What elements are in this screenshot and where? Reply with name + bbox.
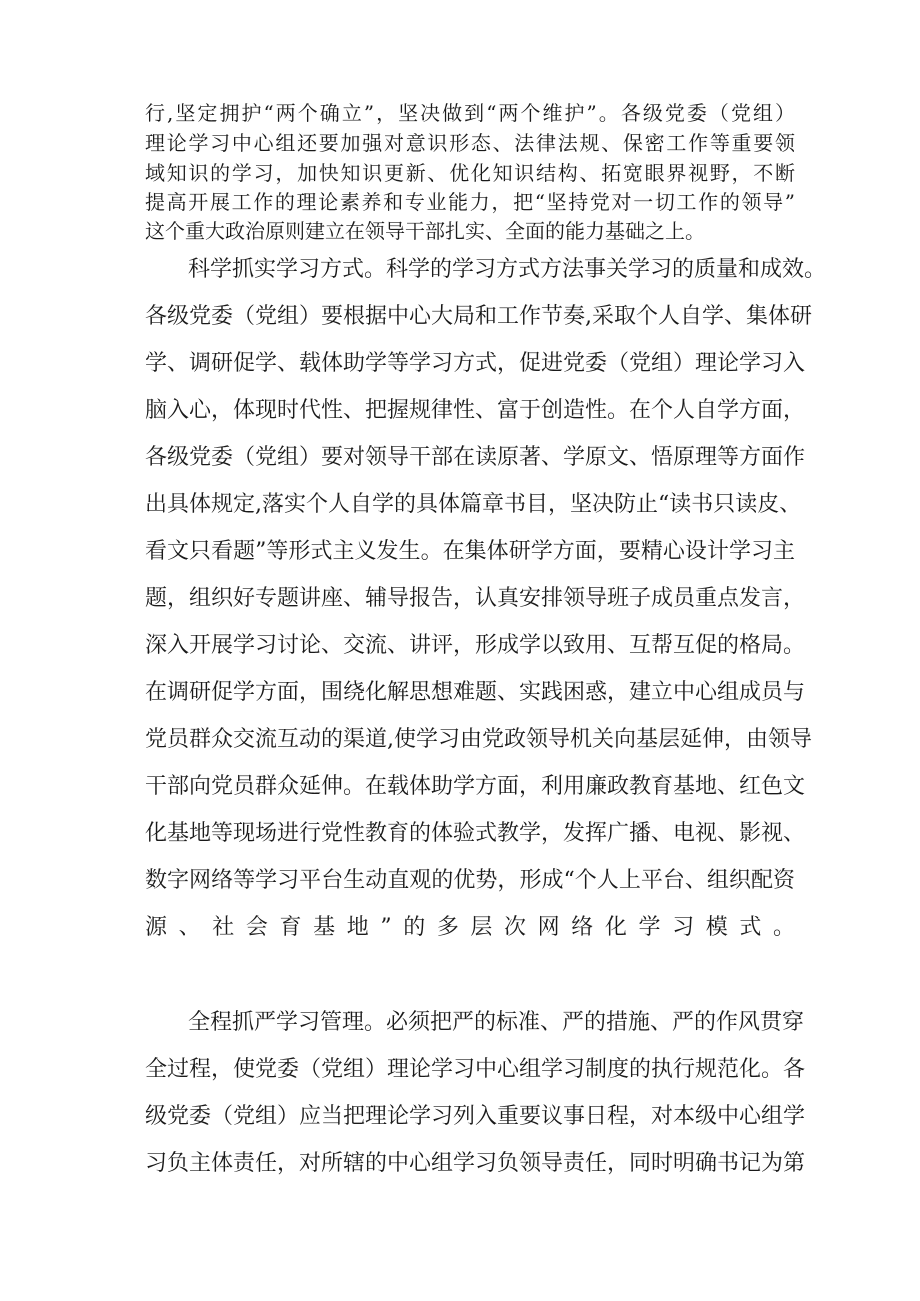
text-line: 域知识的学习，加快知识更新、优化知识结构、拓宽眼界视野，不断 bbox=[145, 161, 795, 185]
paragraph-heading-line: 全程抓严学习管理。必须把严的标准、严的措施、严的作风贯穿 bbox=[188, 1010, 805, 1035]
text-line: 数字网络等学习平台生动直观的优势，形成“个人上平台、组织配资 bbox=[145, 868, 795, 893]
text-line: 理论学习中心组还要加强对意识形态、法律法规、保密工作等重要领 bbox=[145, 131, 795, 155]
text-line: 全过程，使党委（党组）理论学习中心组学习制度的执行规范化。各 bbox=[145, 1057, 806, 1082]
paragraph-heading-line: 科学抓实学习方式。科学的学习方式方法事关学习的质量和成效。 bbox=[188, 257, 827, 282]
text-line: 深入开展学习讨论、交流、讲评，形成学以致用、互帮互促的格局。 bbox=[145, 633, 806, 658]
text-line bbox=[145, 960, 795, 990]
text-line: 脑入心，体现时代性、把握规律性、富于创造性。在个人自学方面， bbox=[145, 398, 806, 423]
text-line: 党员群众交流互动的渠道,使学习由党政领导机关向基层延伸，由领导 bbox=[145, 727, 812, 752]
text-line: 级党委（党组）应当把理论学习列入重要议事日程，对本级中心组学 bbox=[145, 1104, 806, 1129]
text-line: 看文只看题”等形式主义发生。在集体研学方面，要精心设计学习主 bbox=[145, 539, 795, 564]
text-line: 各级党委（党组）要根据中心大局和工作节奏,采取个人自学、集体研 bbox=[145, 304, 812, 329]
text-line: 学、调研促学、载体助学等学习方式，促进党委（党组）理论学习入 bbox=[145, 351, 806, 376]
text-line: 提高开展工作的理论素养和专业能力，把“坚持党对一切工作的领导” bbox=[145, 190, 795, 214]
text-line: 在调研促学方面，围绕化解思想难题、实践困惑，建立中心组成员与 bbox=[145, 680, 806, 705]
text-line: 习负主体责任，对所辖的中心组学习负领导责任，同时明确书记为第 bbox=[145, 1151, 806, 1176]
text-line: 化基地等现场进行党性教育的体验式教学，发挥广播、电视、影视、 bbox=[145, 821, 806, 846]
text-line: 题，组织好专题讲座、辅导报告，认真安排领导班子成员重点发言， bbox=[145, 586, 806, 611]
text-line: 源、社会育基地”的多层次网络化学习模式。 bbox=[145, 915, 795, 940]
text-line: 出具体规定,落实个人自学的具体篇章书目，坚决防止“读书只读皮、 bbox=[145, 492, 802, 517]
text-line: 这个重大政治原则建立在领导干部扎实、全面的能力基础之上。 bbox=[145, 219, 705, 243]
text-line: 行,坚定拥护“两个确立”，坚决做到“两个维护”。各级党委（党组） bbox=[145, 101, 795, 125]
text-line: 各级党委（党组）要对领导干部在读原著、学原文、悟原理等方面作 bbox=[145, 445, 806, 470]
text-line: 干部向党员群众延伸。在载体助学方面，利用廉政教育基地、红色文 bbox=[145, 774, 806, 799]
